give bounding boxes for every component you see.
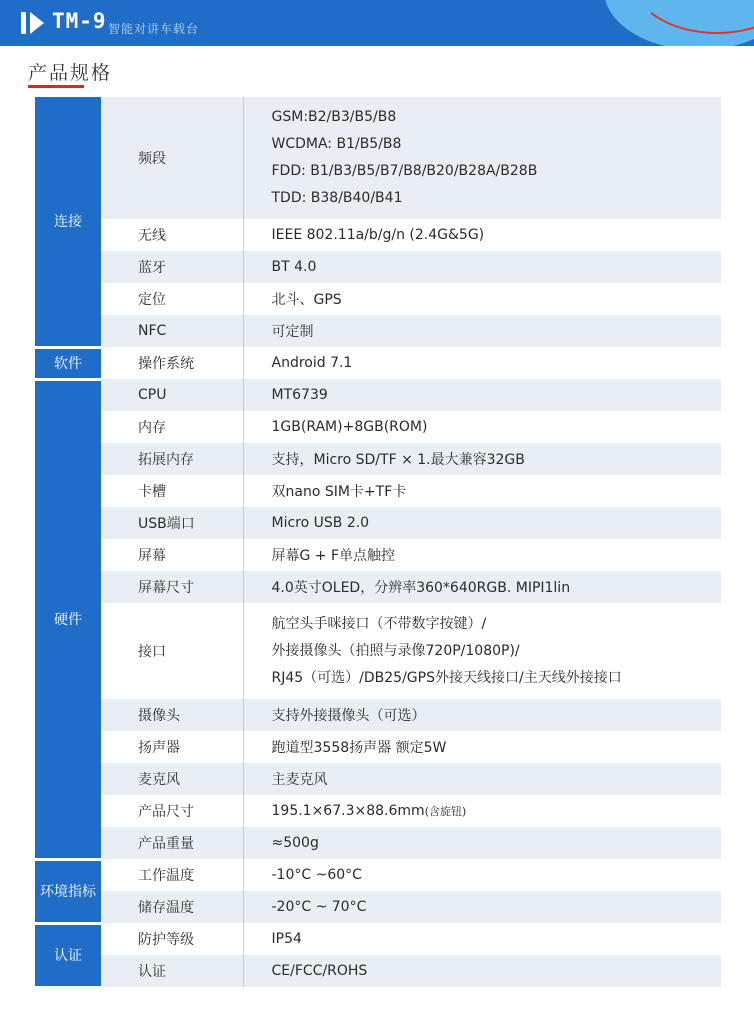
table-row	[35, 763, 721, 795]
header-bar	[0, 0, 754, 46]
spec-value	[243, 827, 721, 859]
spec-value-line: 航空头手咪接口（不带数字按键）/	[271, 615, 487, 632]
spec-value	[243, 763, 721, 795]
category-cell: 连接	[35, 97, 101, 347]
table-row	[35, 97, 721, 219]
spec-value-line: ≈500g	[271, 835, 319, 851]
table-row	[35, 475, 721, 507]
spec-name: 卡槽	[101, 475, 243, 507]
category-cell: 认证	[35, 923, 101, 987]
logo-icon	[21, 12, 26, 34]
spec-value-line: Android 7.1	[271, 355, 353, 371]
table-row	[35, 411, 721, 443]
category-cell: 硬件	[35, 379, 101, 859]
table-row	[35, 507, 721, 539]
spec-value	[243, 315, 721, 347]
table-row	[35, 827, 721, 859]
spec-value	[243, 699, 721, 731]
table-row	[35, 571, 721, 603]
category-cell: 软件	[35, 347, 101, 379]
table-row	[35, 379, 721, 411]
table-row	[35, 219, 721, 251]
table-row	[35, 699, 721, 731]
table-row	[35, 539, 721, 571]
spec-name: 储存温度	[101, 891, 243, 923]
spec-value	[243, 97, 721, 219]
spec-value-line: TDD: B38/B40/B41	[271, 190, 403, 206]
spec-name: USB端口	[101, 507, 243, 539]
spec-value-line: -20°C ~ 70°C	[271, 899, 367, 915]
table-row	[35, 603, 721, 699]
spec-name: CPU	[101, 379, 243, 411]
spec-name: 蓝牙	[101, 251, 243, 283]
spec-name: 屏幕	[101, 539, 243, 571]
table-row	[35, 859, 721, 891]
spec-name: 拓展内存	[101, 443, 243, 475]
table-row	[35, 891, 721, 923]
spec-value	[243, 891, 721, 923]
title-underline	[28, 85, 84, 88]
spec-value	[243, 923, 721, 955]
spec-value	[243, 571, 721, 603]
spec-value-line: BT 4.0	[271, 259, 317, 275]
spec-name: 内存	[101, 411, 243, 443]
table-row	[35, 251, 721, 283]
spec-value-line: 支持外接摄像头（可选）	[271, 708, 426, 724]
spec-value-line: FDD: B1/B3/B5/B7/B8/B20/B28A/B28B	[271, 163, 538, 179]
spec-name: 定位	[101, 283, 243, 315]
spec-table	[35, 97, 721, 989]
spec-name: 接口	[101, 603, 243, 699]
category-cell: 环境指标	[35, 859, 101, 923]
spec-value-line: Micro USB 2.0	[271, 515, 370, 531]
spec-value	[243, 475, 721, 507]
spec-value	[243, 603, 721, 699]
table-row	[35, 347, 721, 379]
spec-name: 产品重量	[101, 827, 243, 859]
spec-value-line: 1GB(RAM)+8GB(ROM)	[271, 419, 428, 435]
spec-value	[243, 283, 721, 315]
spec-name: 屏幕尺寸	[101, 571, 243, 603]
spec-value-line: IEEE 802.11a/b/g/n (2.4G&5G)	[271, 227, 485, 243]
spec-value	[243, 539, 721, 571]
spec-name: 认证	[101, 955, 243, 987]
spec-value-line: GSM:B2/B3/B5/B8	[271, 109, 397, 125]
spec-name: NFC	[101, 315, 243, 347]
spec-name: 工作温度	[101, 859, 243, 891]
spec-name: 频段	[101, 97, 243, 219]
spec-value-line: CE/FCC/ROHS	[271, 963, 368, 979]
spec-name: 操作系统	[101, 347, 243, 379]
spec-value	[243, 347, 721, 379]
spec-value-line: 主麦克风	[271, 772, 328, 788]
table-row	[35, 283, 721, 315]
spec-value	[243, 411, 721, 443]
spec-value	[243, 795, 721, 827]
spec-name: 无线	[101, 219, 243, 251]
spec-value-line: 屏幕G + F单点触控	[271, 548, 396, 564]
spec-name: 扬声器	[101, 731, 243, 763]
spec-value-line: 支持，Micro SD/TF × 1.最大兼容32GB	[271, 452, 525, 468]
table-row	[35, 315, 721, 347]
spec-name: 防护等级	[101, 923, 243, 955]
spec-value-line: WCDMA: B1/B5/B8	[271, 136, 402, 152]
spec-value	[243, 379, 721, 411]
spec-value-line: -10°C ~60°C	[271, 867, 362, 883]
spec-value	[243, 731, 721, 763]
spec-note: (含旋钮)	[424, 805, 467, 818]
spec-value-line: 外接摄像头（拍照与录像720P/1080P)/	[271, 642, 520, 659]
page-title: 产品规格	[28, 62, 113, 84]
spec-value-line: 北斗、GPS	[271, 292, 342, 308]
spec-value-line: IP54	[271, 931, 302, 947]
spec-value-line: 双nano SIM卡+TF卡	[271, 484, 407, 500]
spec-value	[243, 443, 721, 475]
spec-value-line: RJ45（可选）/DB25/GPS外接天线接口/主天线外接接口	[271, 669, 622, 686]
spec-value-line: MT6739	[271, 387, 328, 403]
table-row	[35, 955, 721, 987]
play-logo-icon	[30, 12, 44, 34]
spec-value	[243, 251, 721, 283]
spec-name: 摄像头	[101, 699, 243, 731]
product-subtitle: 智能对讲车载台	[108, 22, 200, 36]
spec-value	[243, 507, 721, 539]
table-row	[35, 923, 721, 955]
spec-value-line: 可定制	[271, 324, 314, 340]
spec-value-line: 4.0英寸OLED，分辨率360*640RGB. MIPI1lin	[271, 580, 571, 596]
model-name: TM-9	[52, 9, 107, 33]
spec-value	[243, 955, 721, 987]
spec-value-line: 195.1×67.3×88.6mm	[271, 803, 425, 819]
spec-value-line: 跑道型3558扬声器 额定5W	[271, 740, 447, 756]
table-row	[35, 795, 721, 827]
spec-name: 产品尺寸	[101, 795, 243, 827]
spec-value	[243, 859, 721, 891]
spec-value	[243, 219, 721, 251]
table-row	[35, 443, 721, 475]
spec-name: 麦克风	[101, 763, 243, 795]
table-row	[35, 731, 721, 763]
